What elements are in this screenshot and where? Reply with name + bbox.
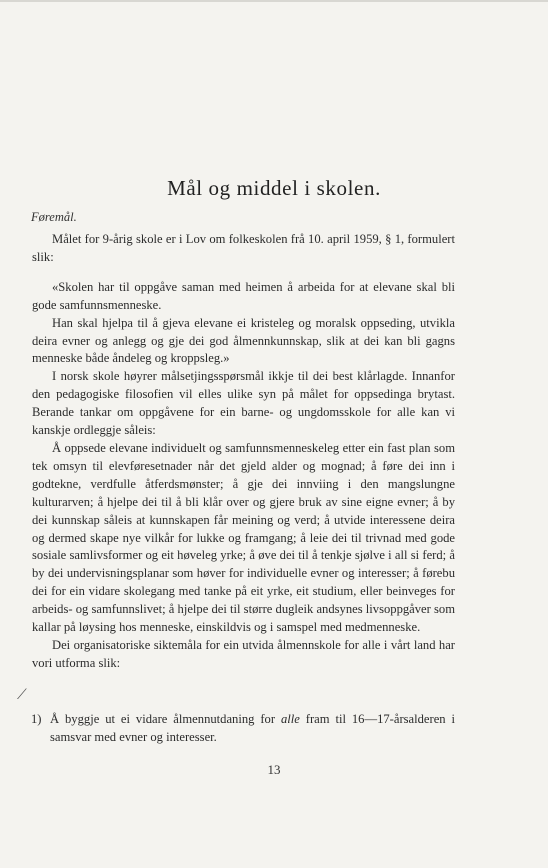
list-item-number: 1): [31, 712, 42, 726]
body-text: [32, 231, 455, 673]
paragraph-intro: Målet for 9-årig skole er i Lov om folkeskolen frå 10. april 1959, § 1, formulert slik:: [32, 232, 455, 264]
list-item-text-start: Å byggje ut ei vidare ålmennutdaning for: [50, 712, 281, 726]
margin-pencil-mark: ⟋: [17, 688, 27, 703]
margin-heading: Føremål.: [31, 210, 77, 224]
numbered-list: [31, 710, 455, 746]
paragraph-quote-2: Han skal hjelpa til å gjeva elevane ei kristeleg og moralsk oppseding, utvikla deira evner og anlegg og gje dei god ålmennkunnskap, slik at dei kan bli gagns menneske både åndeleg og kroppsleg.»: [32, 315, 455, 366]
paragraph-quote-1: «Skolen har til oppgåve saman med heimen å arbeida for at elevane skal bli gode samfunnsmenneske.: [32, 279, 455, 312]
paragraph-oppsede: Å oppsede elevane individuelt og samfunnsmenneskeleg etter ein fast plan som tek omsyn til elevføresetnader når det gjeld alder og mognad; å føre dei inn i godtekne, verdfulle åtferdsmønster; å gje dei innviing i den mangslungne kulturarven; å hjelpe dei til å bli klår over og gjere bruk av sine eigne evner; å by dei kunnskap såleis at kunnskapen får meining og verd; å utvide interessene deira og dermed skape nye vilkår for lukke og framgang; å leie dei til trivnad med gode sosiale samlivsformer og eit høveleg yrke; å øve dei til å tenkje sjølve i all si ferd; å by dei undervisningsplanar som høver for individuelle evner og interesser; å førebu dei for ein vidare skolegang med tanke på eit yrke, eit studium, eller beinveges for arbeids- og samfunnslivet; å hjelpe dei til større dugleik andsynes livsoppgåver som kallar på løysing hos menneske, einskildvis og i samspel med medmenneske.: [32, 440, 455, 635]
list-item: [31, 710, 455, 746]
page-title: Mål og middel i skolen.: [167, 176, 381, 200]
paragraph-norsk-skole: I norsk skole høyrer målsetjingsspørsmål ikkje til dei best klårlagde. Innanfor den pedagogiske filosofien vil elles ulike syn på målet for oppsedinga brytast. Berande tankar om oppgåvene for ein barne- og ungdomsskole for alle kan vi kanskje ordleggje såleis:: [32, 369, 455, 438]
list-item-text: [50, 710, 455, 746]
page-edge-divider: [0, 0, 548, 2]
page-number: 13: [267, 762, 281, 777]
list-item-emphasis: alle: [280, 712, 300, 726]
paragraph-gap: [32, 267, 455, 279]
list-item-text-end: fram til 16—17-årsalderen i samsvar med evner og interesser.: [50, 712, 456, 744]
paragraph-organisatoriske: Dei organisatoriske siktemåla for ein utvida ålmennskole for alle i vårt land har vori utforma slik:: [32, 637, 455, 670]
